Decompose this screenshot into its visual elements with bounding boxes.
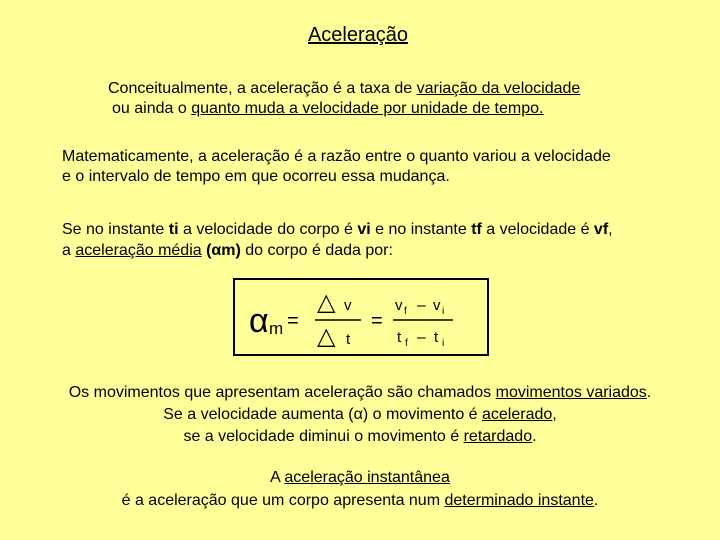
- formula-vf-v: v: [395, 297, 403, 314]
- formula-ti-t: t: [434, 329, 439, 346]
- text: do corpo é dada por:: [240, 242, 393, 259]
- text: Os movimentos que apresentam aceleração são chamados: [68, 384, 496, 401]
- formula-minus-top: –: [417, 297, 426, 314]
- term-tf: tf: [471, 221, 482, 238]
- paragraph-concept-line-2: [112, 99, 543, 119]
- text: Se a velocidade aumenta (α) o movimento é: [163, 406, 482, 423]
- text: Conceitualmente, a aceleração é a taxa de: [108, 80, 417, 97]
- formula-equals-2: =: [371, 310, 383, 332]
- paragraph-concept-line-1: [108, 79, 580, 99]
- text: ,: [608, 221, 613, 238]
- formula-delta-denominator: △: [317, 323, 336, 350]
- paragraph-varied-line-1: [0, 383, 720, 403]
- term-ti: ti: [168, 221, 179, 238]
- paragraph-instants-line-1: [62, 220, 613, 240]
- underlined-term: quanto muda a velocidade por unidade de tempo.: [191, 100, 544, 117]
- formula-t: t: [346, 331, 351, 348]
- text: ,: [552, 406, 557, 423]
- formula-subscript-m: m: [269, 319, 284, 338]
- formula-equals-1: =: [287, 310, 299, 332]
- paragraph-varied-line-3: [0, 427, 720, 447]
- term-vf: vf: [593, 221, 609, 238]
- text: ou ainda o: [112, 100, 192, 117]
- text: a velocidade do corpo é: [178, 221, 358, 238]
- underlined-term: acelerado: [482, 406, 553, 423]
- formula-svg: [235, 280, 491, 358]
- text: a: [62, 242, 76, 259]
- paragraph-instant-line-1: [0, 468, 720, 488]
- underlined-term: aceleração média: [75, 242, 202, 259]
- paragraph-instants-line-2: [62, 241, 393, 261]
- paragraph-instant-line-2: [0, 491, 720, 511]
- text: é a aceleração que um corpo apresenta num: [121, 492, 445, 509]
- term-vi: vi: [357, 221, 371, 238]
- text: .: [532, 428, 537, 445]
- formula-vf-sub: f: [404, 306, 407, 317]
- paragraph-math-line-2: e o intervalo de tempo em que ocorreu essa mudança.: [62, 168, 450, 185]
- formula-tf-t: t: [397, 329, 402, 346]
- paragraph-varied-line-2: [0, 405, 720, 425]
- text: Se no instante: [62, 221, 169, 238]
- text: e no instante: [370, 221, 472, 238]
- page-title: Aceleração: [307, 24, 409, 46]
- underlined-term: variação da velocidade: [416, 80, 581, 97]
- underlined-term: determinado instante: [444, 492, 594, 509]
- formula-ti-sub: i: [442, 338, 445, 349]
- underlined-term: aceleração instantânea: [284, 469, 450, 486]
- text: .: [646, 384, 652, 401]
- formula-minus-bottom: –: [417, 329, 426, 346]
- formula-tf-sub: f: [405, 338, 408, 349]
- paragraph-math-line-1: Matematicamente, a aceleração é a razão entre o quanto variou a velocidade: [62, 148, 611, 165]
- formula-delta-numerator: △: [317, 289, 336, 316]
- formula-alpha: α: [249, 302, 269, 340]
- formula-box: [233, 278, 489, 356]
- underlined-term: movimentos variados: [495, 384, 647, 401]
- formula-v: v: [344, 297, 352, 314]
- formula-vi-sub: i: [442, 306, 445, 317]
- underlined-term: retardado: [463, 428, 533, 445]
- text: A: [270, 469, 285, 486]
- text: a velocidade é: [481, 221, 594, 238]
- text: .: [593, 492, 599, 509]
- text: se a velocidade diminui o movimento é: [183, 428, 464, 445]
- term-alpha-m: (αm): [206, 242, 241, 259]
- formula-vi-v: v: [433, 297, 441, 314]
